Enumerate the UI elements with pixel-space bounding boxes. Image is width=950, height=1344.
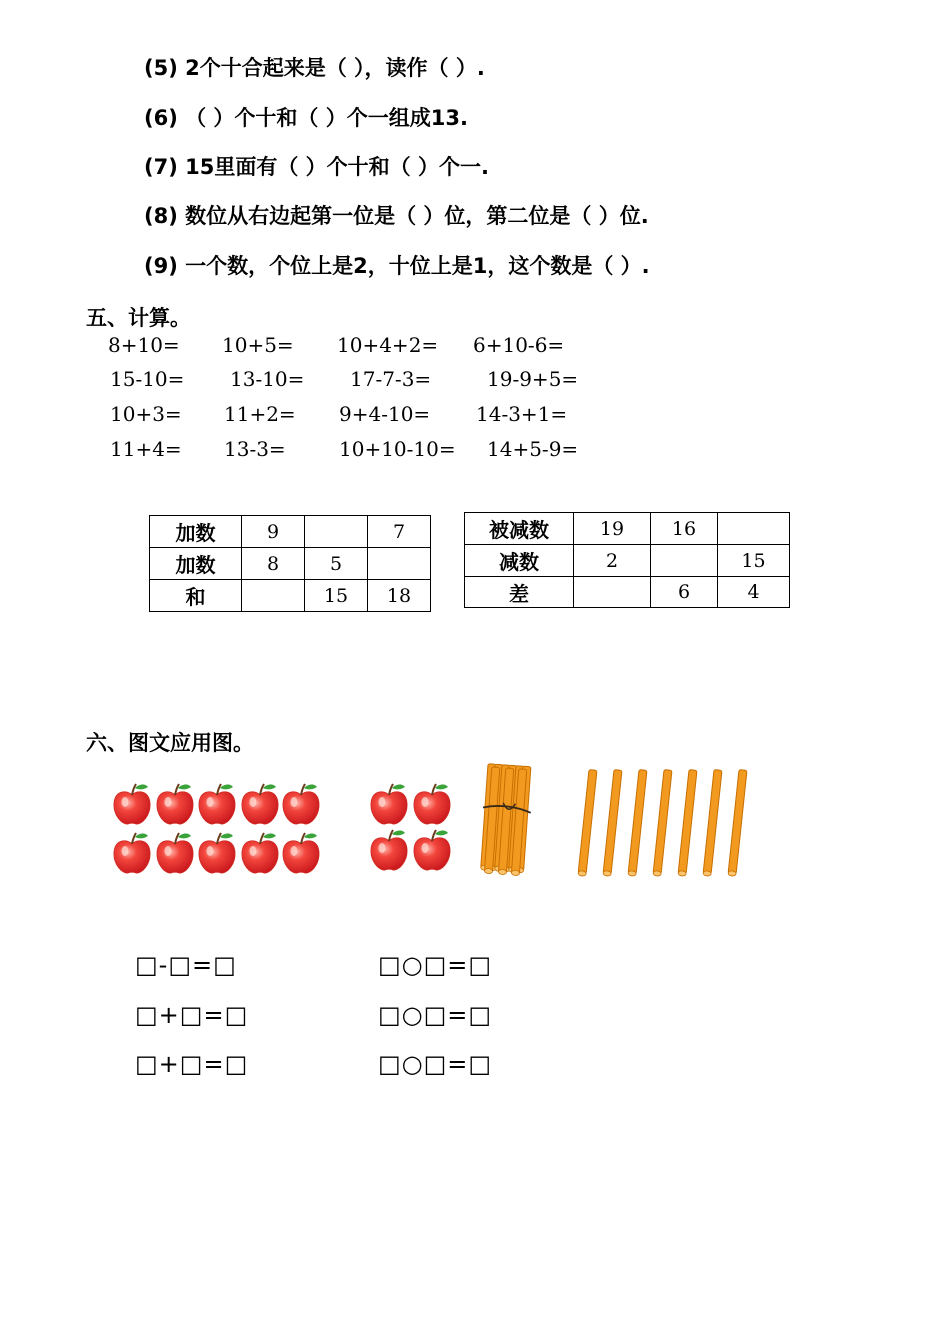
calc-item: 13-3= [224,437,286,461]
equation-left-2[interactable]: □+□=□ [135,1001,249,1029]
calc-item: 19-9+5= [487,367,579,391]
table-cell[interactable]: 7 [368,516,431,548]
calc-item: 13-10= [230,367,305,391]
equation-right-2[interactable]: □○□=□ [378,1001,493,1029]
section-5-title: 五、计算。 [86,306,191,330]
table-cell[interactable] [651,545,718,577]
apple-icon [157,833,193,873]
apple-icon [371,830,407,870]
apple-icon [199,833,235,873]
apple-icon [283,784,319,824]
loose-sticks-icon [578,770,747,877]
calc-item: 10+5= [222,333,294,357]
subtraction-table [464,512,790,608]
equation-left-1[interactable]: □-□=□ [135,951,237,979]
apple-icon [242,784,278,824]
addend-label: 加数 [150,516,242,548]
table-cell[interactable] [574,577,651,608]
question-9: (9) 一个数，个位上是2，十位上是1，这个数是（ ）. [144,254,650,278]
subtrahend-label: 减数 [465,545,574,577]
calc-item: 9+4-10= [339,402,431,426]
apple-icon [414,784,450,824]
equation-left-3[interactable]: □+□=□ [135,1050,249,1078]
table-cell[interactable] [305,516,368,548]
difference-label: 差 [465,577,574,608]
calc-item: 10+4+2= [337,333,439,357]
calc-item: 11+4= [110,437,182,461]
table-cell[interactable]: 19 [574,513,651,545]
calc-item: 6+10-6= [473,333,565,357]
sum-label: 和 [150,580,242,612]
question-7: (7) 15里面有（ ）个十和（ ）个一. [144,155,489,179]
apple-group-ten [114,784,319,873]
calc-item: 14-3+1= [476,402,568,426]
table-cell[interactable]: 4 [718,577,790,608]
table-cell[interactable] [242,580,305,612]
table-cell[interactable]: 15 [718,545,790,577]
calc-item: 8+10= [108,333,180,357]
table-cell[interactable] [368,548,431,580]
calc-item: 10+3= [110,402,182,426]
apple-icon [414,830,450,870]
question-8: (8) 数位从右边起第一位是（ ）位，第二位是（ ）位. [144,204,649,228]
apple-icon [199,784,235,824]
table-cell[interactable]: 5 [305,548,368,580]
table-cell[interactable]: 16 [651,513,718,545]
section-6-title: 六、图文应用图。 [86,731,254,755]
calc-item: 15-10= [110,367,185,391]
table-cell[interactable]: 9 [242,516,305,548]
equation-right-1[interactable]: □○□=□ [378,951,493,979]
apple-icon [114,784,150,824]
table-cell[interactable]: 18 [368,580,431,612]
table-cell[interactable] [718,513,790,545]
minuend-label: 被减数 [465,513,574,545]
addend-label: 加数 [150,548,242,580]
question-6: (6) （ ）个十和（ ）个一组成13. [144,106,468,130]
apple-icon [283,833,319,873]
apple-icon [157,784,193,824]
stick-bundle-icon [478,764,534,877]
table-cell[interactable]: 15 [305,580,368,612]
table-cell[interactable]: 2 [574,545,651,577]
equation-right-3[interactable]: □○□=□ [378,1050,493,1078]
apple-icon [114,833,150,873]
calc-item: 17-7-3= [350,367,432,391]
apple-icon [371,784,407,824]
calc-item: 14+5-9= [487,437,579,461]
calc-item: 11+2= [224,402,296,426]
question-5: (5) 2个十合起来是（ ），读作（ ）. [144,56,485,80]
apple-group-four [371,784,450,870]
table-cell[interactable]: 8 [242,548,305,580]
apples-and-sticks-picture [100,758,780,888]
apple-icon [242,833,278,873]
calc-item: 10+10-10= [339,437,456,461]
addition-table [149,515,431,612]
table-cell[interactable]: 6 [651,577,718,608]
